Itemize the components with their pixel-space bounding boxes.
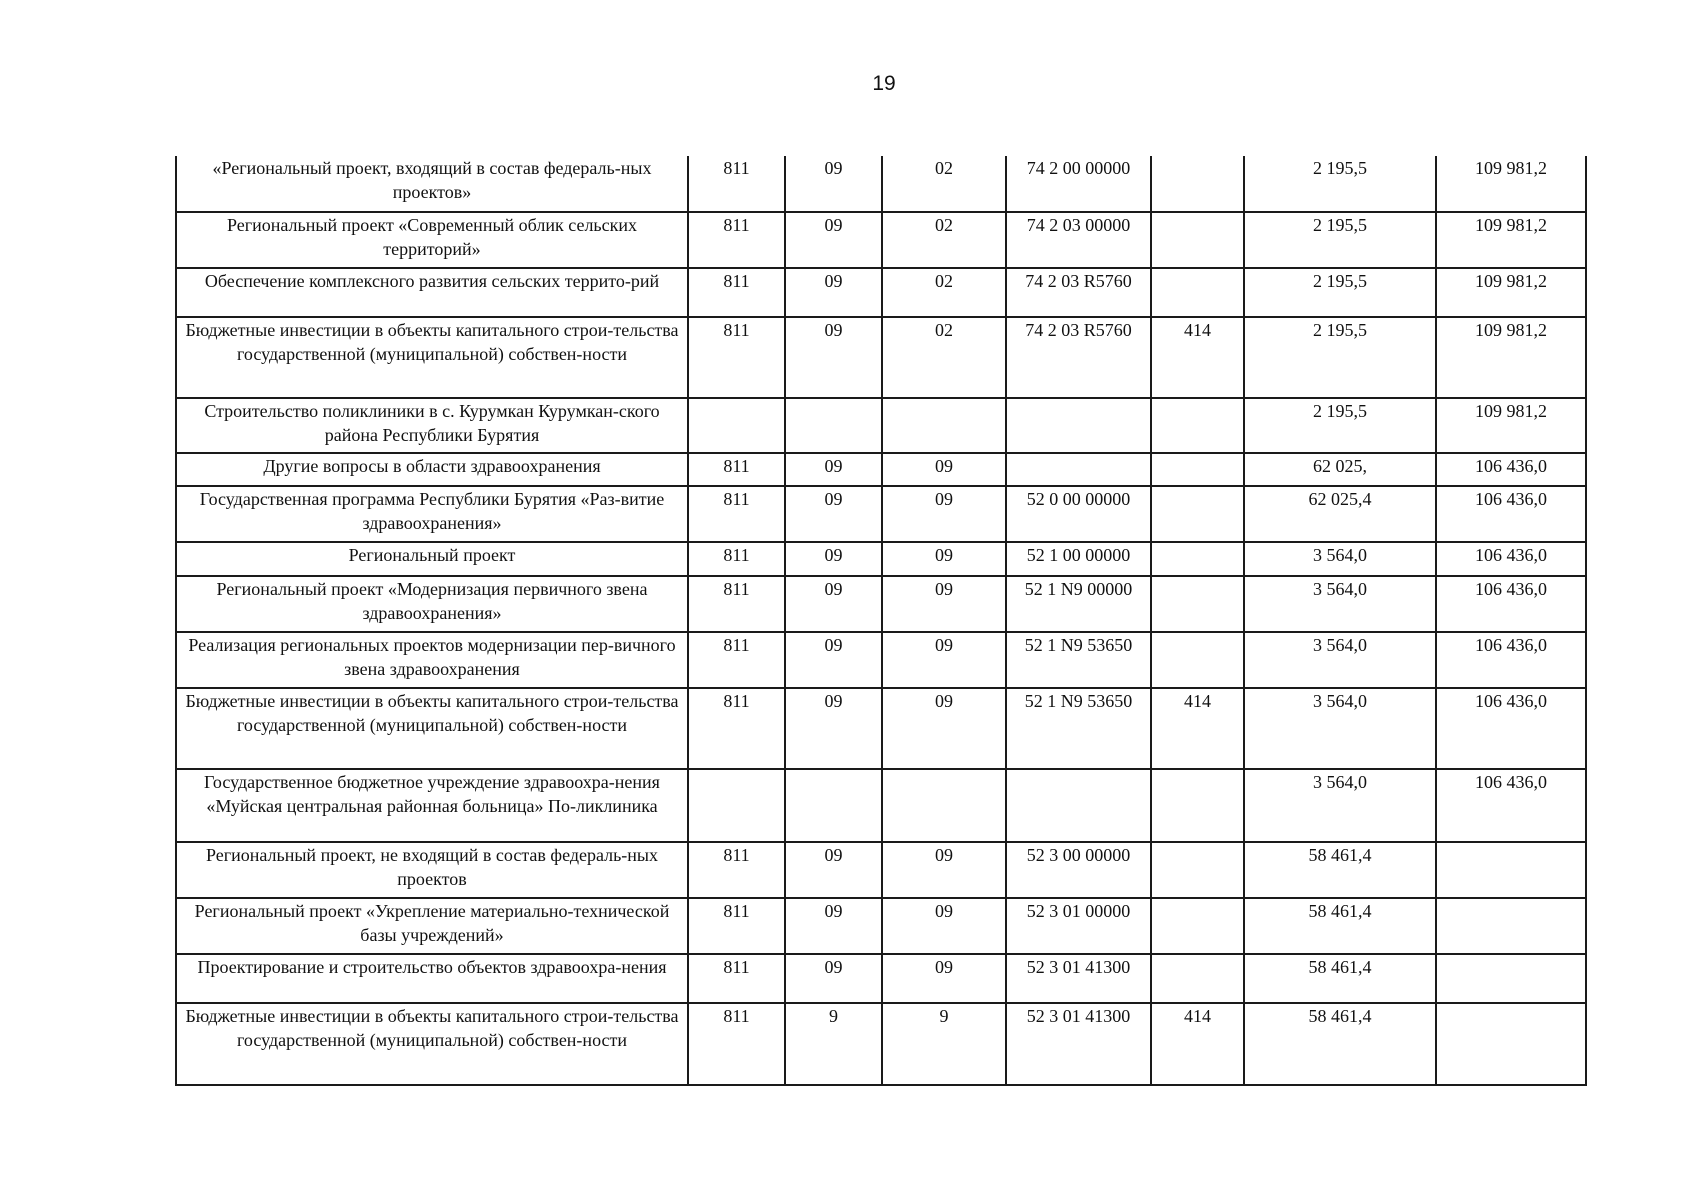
- cell-name: Строительство поликлиники в с. Курумкан Курумкан-ского района Республики Бурятия: [176, 398, 688, 453]
- table-row: [176, 268, 1586, 317]
- cell-rz: 9: [785, 1003, 882, 1085]
- cell-name: Другие вопросы в области здравоохранения: [176, 453, 688, 486]
- cell-pr: 02: [882, 212, 1006, 268]
- cell-vr: [1151, 398, 1244, 453]
- cell-ved: 811: [688, 576, 785, 632]
- cell-csr: 52 1 N9 00000: [1006, 576, 1151, 632]
- cell-csr: 52 3 01 00000: [1006, 898, 1151, 954]
- cell-rz: 09: [785, 576, 882, 632]
- cell-csr: 52 1 00 00000: [1006, 542, 1151, 576]
- table-row: [176, 542, 1586, 576]
- cell-vr: 414: [1151, 1003, 1244, 1085]
- cell-pr: 09: [882, 632, 1006, 688]
- cell-rz: 09: [785, 688, 882, 769]
- cell-ved: 811: [688, 212, 785, 268]
- cell-csr: 52 3 01 41300: [1006, 954, 1151, 1003]
- cell-sum-1: 3 564,0: [1244, 542, 1436, 576]
- cell-sum-1: 3 564,0: [1244, 688, 1436, 769]
- cell-pr: 09: [882, 688, 1006, 769]
- cell-vr: [1151, 453, 1244, 486]
- cell-csr: 74 2 03 R5760: [1006, 317, 1151, 398]
- cell-sum-1: 58 461,4: [1244, 842, 1436, 898]
- cell-pr: 09: [882, 453, 1006, 486]
- cell-rz: [785, 398, 882, 453]
- cell-pr: 09: [882, 898, 1006, 954]
- cell-pr: [882, 769, 1006, 842]
- cell-ved: 811: [688, 632, 785, 688]
- cell-vr: [1151, 632, 1244, 688]
- cell-rz: [785, 769, 882, 842]
- cell-sum-2: 106 436,0: [1436, 486, 1586, 542]
- cell-pr: 02: [882, 317, 1006, 398]
- cell-name: Бюджетные инвестиции в объекты капитального строи-тельства государственной (муниципальной) собствен-ности: [176, 317, 688, 398]
- cell-rz: 09: [785, 317, 882, 398]
- cell-vr: [1151, 954, 1244, 1003]
- cell-ved: 811: [688, 688, 785, 769]
- table-row: [176, 632, 1586, 688]
- cell-csr: 74 2 03 R5760: [1006, 268, 1151, 317]
- cell-vr: [1151, 156, 1244, 212]
- table-row: [176, 156, 1586, 212]
- cell-csr: 52 3 00 00000: [1006, 842, 1151, 898]
- table-row: [176, 453, 1586, 486]
- cell-pr: 09: [882, 954, 1006, 1003]
- table-row: [176, 486, 1586, 542]
- cell-vr: 414: [1151, 317, 1244, 398]
- table-row: [176, 1003, 1586, 1085]
- cell-name: Региональный проект «Модернизация первичного звена здравоохранения»: [176, 576, 688, 632]
- table-row: [176, 688, 1586, 769]
- cell-sum-1: 58 461,4: [1244, 954, 1436, 1003]
- cell-rz: 09: [785, 212, 882, 268]
- cell-pr: 02: [882, 268, 1006, 317]
- cell-sum-2: [1436, 898, 1586, 954]
- cell-sum-2: [1436, 1003, 1586, 1085]
- cell-sum-2: 109 981,2: [1436, 268, 1586, 317]
- cell-name: Региональный проект «Укрепление материально-технической базы учреждений»: [176, 898, 688, 954]
- cell-sum-1: 3 564,0: [1244, 576, 1436, 632]
- cell-sum-2: 106 436,0: [1436, 769, 1586, 842]
- cell-csr: 52 1 N9 53650: [1006, 632, 1151, 688]
- cell-csr: 52 0 00 00000: [1006, 486, 1151, 542]
- table-row: [176, 769, 1586, 842]
- cell-sum-1: 62 025,4: [1244, 486, 1436, 542]
- cell-sum-1: 2 195,5: [1244, 268, 1436, 317]
- cell-rz: 09: [785, 898, 882, 954]
- table-row: [176, 898, 1586, 954]
- cell-sum-2: 109 981,2: [1436, 317, 1586, 398]
- cell-vr: 414: [1151, 688, 1244, 769]
- cell-sum-2: 106 436,0: [1436, 542, 1586, 576]
- table-row: [176, 576, 1586, 632]
- table-row: [176, 954, 1586, 1003]
- cell-sum-1: 3 564,0: [1244, 632, 1436, 688]
- cell-csr: 74 2 00 00000: [1006, 156, 1151, 212]
- cell-pr: 09: [882, 842, 1006, 898]
- cell-ved: 811: [688, 453, 785, 486]
- cell-name: Государственная программа Республики Бурятия «Раз-витие здравоохранения»: [176, 486, 688, 542]
- cell-csr: [1006, 398, 1151, 453]
- cell-csr: [1006, 769, 1151, 842]
- cell-ved: 811: [688, 1003, 785, 1085]
- cell-ved: 811: [688, 898, 785, 954]
- cell-csr: 52 3 01 41300: [1006, 1003, 1151, 1085]
- table-row: [176, 212, 1586, 268]
- cell-name: «Региональный проект, входящий в состав федераль-ных проектов»: [176, 156, 688, 212]
- cell-sum-1: 2 195,5: [1244, 156, 1436, 212]
- table-row: [176, 317, 1586, 398]
- cell-sum-1: 2 195,5: [1244, 212, 1436, 268]
- table-row: [176, 398, 1586, 453]
- cell-sum-2: 106 436,0: [1436, 576, 1586, 632]
- cell-name: Проектирование и строительство объектов здравоохра-нения: [176, 954, 688, 1003]
- page-number: 19: [872, 72, 896, 95]
- cell-pr: 09: [882, 576, 1006, 632]
- cell-rz: 09: [785, 486, 882, 542]
- cell-ved: 811: [688, 954, 785, 1003]
- cell-vr: [1151, 268, 1244, 317]
- cell-sum-1: 62 025,: [1244, 453, 1436, 486]
- cell-sum-1: 2 195,5: [1244, 398, 1436, 453]
- cell-sum-2: 106 436,0: [1436, 453, 1586, 486]
- cell-ved: 811: [688, 486, 785, 542]
- cell-ved: 811: [688, 842, 785, 898]
- cell-vr: [1151, 842, 1244, 898]
- cell-rz: 09: [785, 156, 882, 212]
- cell-ved: 811: [688, 156, 785, 212]
- cell-name: Обеспечение комплексного развития сельских террито-рий: [176, 268, 688, 317]
- cell-vr: [1151, 542, 1244, 576]
- cell-name: Государственное бюджетное учреждение здравоохра-нения «Муйская центральная районная больница» По-ликлиника: [176, 769, 688, 842]
- cell-ved: [688, 769, 785, 842]
- cell-rz: 09: [785, 542, 882, 576]
- cell-ved: [688, 398, 785, 453]
- cell-ved: 811: [688, 268, 785, 317]
- cell-sum-1: 2 195,5: [1244, 317, 1436, 398]
- cell-ved: 811: [688, 317, 785, 398]
- cell-pr: 9: [882, 1003, 1006, 1085]
- cell-sum-2: 106 436,0: [1436, 688, 1586, 769]
- cell-sum-2: [1436, 842, 1586, 898]
- cell-name: Реализация региональных проектов модернизации пер-вичного звена здравоохранения: [176, 632, 688, 688]
- cell-sum-1: 3 564,0: [1244, 769, 1436, 842]
- cell-name: Бюджетные инвестиции в объекты капитального строи-тельства государственной (муниципальной) собствен-ности: [176, 688, 688, 769]
- budget-table: [175, 156, 1587, 1086]
- cell-csr: 52 1 N9 53650: [1006, 688, 1151, 769]
- cell-rz: 09: [785, 632, 882, 688]
- cell-rz: 09: [785, 453, 882, 486]
- cell-pr: 09: [882, 542, 1006, 576]
- cell-vr: [1151, 212, 1244, 268]
- cell-rz: 09: [785, 268, 882, 317]
- cell-csr: [1006, 453, 1151, 486]
- cell-vr: [1151, 576, 1244, 632]
- cell-pr: [882, 398, 1006, 453]
- cell-rz: 09: [785, 954, 882, 1003]
- cell-sum-2: [1436, 954, 1586, 1003]
- cell-pr: 02: [882, 156, 1006, 212]
- cell-name: Бюджетные инвестиции в объекты капитального строи-тельства государственной (муниципальной) собствен-ности: [176, 1003, 688, 1085]
- table-row: [176, 842, 1586, 898]
- cell-name: Региональный проект, не входящий в состав федераль-ных проектов: [176, 842, 688, 898]
- cell-sum-2: 109 981,2: [1436, 212, 1586, 268]
- cell-ved: 811: [688, 542, 785, 576]
- cell-rz: 09: [785, 842, 882, 898]
- cell-name: Региональный проект «Современный облик сельских территорий»: [176, 212, 688, 268]
- cell-vr: [1151, 898, 1244, 954]
- cell-sum-1: 58 461,4: [1244, 898, 1436, 954]
- cell-name: Региональный проект: [176, 542, 688, 576]
- cell-vr: [1151, 769, 1244, 842]
- cell-sum-2: 109 981,2: [1436, 398, 1586, 453]
- cell-pr: 09: [882, 486, 1006, 542]
- cell-sum-1: 58 461,4: [1244, 1003, 1436, 1085]
- cell-sum-2: 109 981,2: [1436, 156, 1586, 212]
- table-body: [176, 156, 1586, 1085]
- cell-csr: 74 2 03 00000: [1006, 212, 1151, 268]
- cell-vr: [1151, 486, 1244, 542]
- cell-sum-2: 106 436,0: [1436, 632, 1586, 688]
